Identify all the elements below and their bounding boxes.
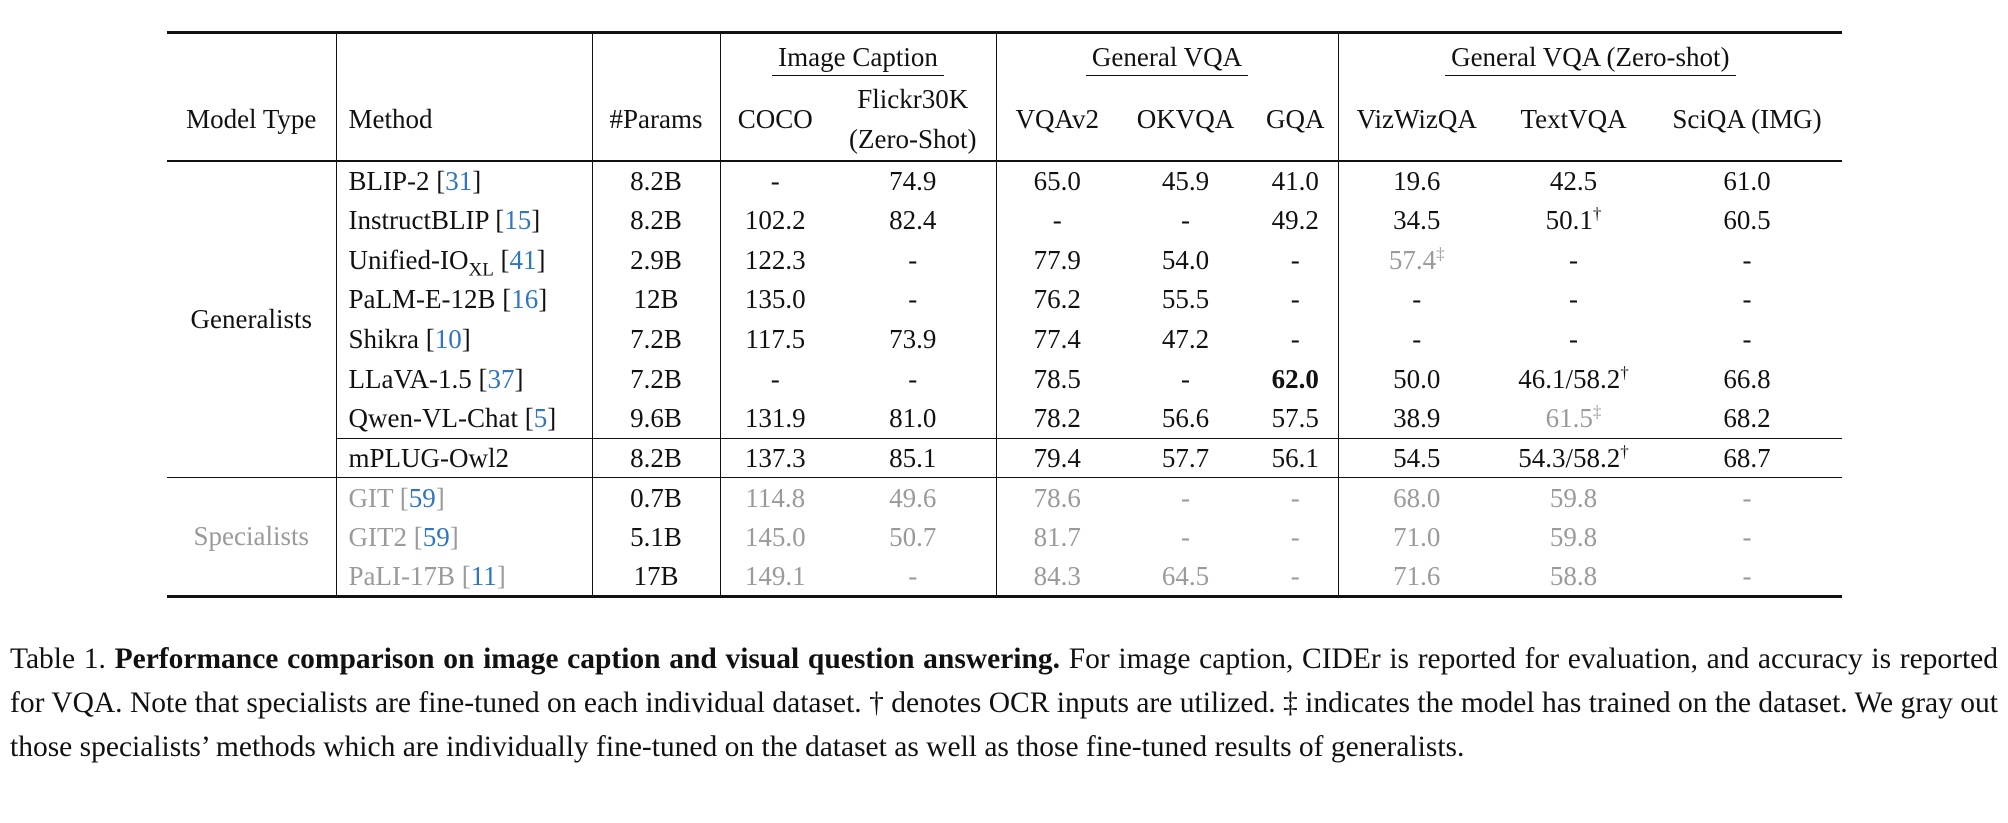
gqa-cell: - (1253, 280, 1338, 320)
method-cell: Shikra [10] (336, 319, 592, 359)
flickr-cell: - (830, 240, 996, 280)
sciqa-cell: - (1742, 284, 1752, 315)
vqav2-cell: 78.5 (1033, 363, 1081, 394)
flickr-cell: 74.9 (830, 161, 996, 201)
vizwiz-cell: 54.5 (1393, 442, 1441, 473)
coco-cell: 131.9 (744, 402, 806, 433)
table-row-qwen-vl (167, 399, 1842, 439)
textvqa-cell: - (1569, 244, 1579, 275)
table-row-instructblip (167, 201, 1842, 241)
gqa-cell: 49.2 (1253, 201, 1338, 241)
okvqa-cell: 55.5 (1161, 284, 1210, 315)
params-cell: 7.2B (592, 359, 720, 399)
gqa-cell: 62.0 (1253, 359, 1338, 399)
dagger-mark: † (1592, 204, 1602, 224)
vizwiz-cell: 68.0 (1393, 482, 1441, 513)
flickr-cell: 85.1 (830, 438, 996, 478)
vqav2-cell: 78.6 (1033, 482, 1081, 513)
sciqa-cell: 61.0 (1723, 166, 1771, 197)
header-method: Method (336, 78, 592, 161)
method-cell: LLaVA-1.5 [37] (336, 359, 592, 399)
textvqa-cell: 42.5 (1549, 166, 1598, 197)
sciqa-cell: 66.8 (1723, 363, 1771, 394)
vqav2-cell: 76.2 (1033, 284, 1081, 315)
sciqa-cell: - (1742, 560, 1752, 591)
vqav2-cell: 79.4 (1033, 442, 1081, 473)
method-cell: BLIP-2 [31] (336, 161, 592, 201)
header-group-row (167, 33, 1842, 79)
coco-cell: - (770, 166, 780, 197)
vizwiz-cell: 57.4‡ (1388, 243, 1445, 275)
okvqa-cell: 56.6 (1161, 402, 1210, 433)
vqav2-cell: 78.2 (1033, 402, 1081, 433)
vizwiz-cell: 50.0 (1393, 363, 1441, 394)
flickr-cell: 49.6 (830, 478, 996, 518)
coco-cell: 117.5 (745, 323, 806, 354)
table-row-pali (167, 557, 1842, 597)
sciqa-cell: 68.2 (1723, 402, 1771, 433)
textvqa-cell: 50.1† (1545, 204, 1602, 236)
vqav2-cell: - (1052, 205, 1062, 236)
params-cell: 17B (592, 557, 720, 597)
method-cell: Qwen-VL-Chat [5] (336, 399, 592, 439)
textvqa-cell: 58.8 (1549, 560, 1598, 591)
params-cell: 9.6B (592, 399, 720, 439)
sciqa-cell: - (1742, 244, 1752, 275)
ddagger-mark: ‡ (1592, 401, 1602, 421)
coco-cell: 102.2 (744, 205, 806, 236)
group-label-specialists: Specialists (167, 478, 336, 597)
sciqa-cell: - (1742, 521, 1752, 552)
results-table (167, 31, 1842, 598)
gqa-cell: 57.5 (1253, 399, 1338, 439)
ddagger-mark: ‡ (1436, 243, 1445, 263)
vqav2-cell: 77.9 (1033, 244, 1081, 275)
params-cell: 8.2B (592, 201, 720, 241)
vqav2-cell: 84.3 (1033, 560, 1081, 591)
params-cell: 0.7B (592, 478, 720, 518)
table-row-git (167, 478, 1842, 518)
flickr-cell: - (830, 557, 996, 597)
textvqa-cell: 59.8 (1549, 521, 1598, 552)
gqa-cell: 41.0 (1253, 161, 1338, 201)
params-cell: 2.9B (592, 240, 720, 280)
header-gqa: GQA (1253, 78, 1338, 161)
header-params: #Params (592, 78, 720, 161)
textvqa-cell: 46.1/58.2† (1518, 362, 1629, 394)
sciqa-cell: 68.7 (1723, 442, 1771, 473)
dagger-mark: † (1620, 441, 1629, 461)
table-row-unified-io (167, 240, 1842, 280)
vizwiz-cell: 38.9 (1393, 402, 1441, 433)
gqa-cell: - (1253, 319, 1338, 359)
table-row-shikra (167, 319, 1842, 359)
header-vqav2: VQAv2 (1015, 103, 1099, 134)
header-group-general-vqa-zero-shot: General VQA (Zero-shot) (1338, 33, 1842, 79)
okvqa-cell: 54.0 (1161, 244, 1210, 275)
coco-cell: 137.3 (744, 442, 806, 473)
table-row-blip2 (167, 161, 1842, 201)
header-blank-model-type (167, 33, 336, 79)
coco-cell: 114.8 (745, 482, 806, 513)
gqa-cell: - (1253, 517, 1338, 557)
vqav2-cell: 81.7 (1033, 521, 1081, 552)
table-row-git2 (167, 517, 1842, 557)
okvqa-cell: 57.7 (1161, 442, 1210, 473)
sciqa-cell: 60.5 (1723, 205, 1771, 236)
flickr-cell: 81.0 (830, 399, 996, 439)
gqa-cell: - (1253, 557, 1338, 597)
method-cell: GIT [59] (336, 478, 592, 518)
flickr-cell: 73.9 (830, 319, 996, 359)
coco-cell: 149.1 (744, 560, 806, 591)
vizwiz-cell: 19.6 (1393, 166, 1441, 197)
textvqa-cell: - (1569, 323, 1579, 354)
table-row-mplug-owl2 (167, 438, 1842, 478)
textvqa-cell: 61.5‡ (1545, 401, 1602, 433)
params-cell: 8.2B (592, 161, 720, 201)
okvqa-cell: - (1181, 482, 1190, 513)
dagger-mark: † (1620, 362, 1629, 382)
caption-text: For image caption, CIDEr is reported for evaluation, and accuracy is reported for VQA. Note that specialists are fine-tuned on each individual dataset. † denotes OCR inputs are utilized. ‡ indicates the model has trained on the dataset. We gray out those specialists’ methods which are individually fine-tuned on the dataset as well as those fine-tuned results of generalists. (10, 643, 1999, 763)
method-cell: Unified-$IO_{XL}$ [41] (336, 240, 592, 280)
okvqa-cell: 45.9 (1161, 166, 1210, 197)
params-cell: 8.2B (592, 438, 720, 478)
header-textvqa: TextVQA (1520, 103, 1627, 134)
coco-cell: 135.0 (744, 284, 806, 315)
header-sciqa-img: SciQA (IMG) (1672, 103, 1822, 134)
params-cell: 12B (592, 280, 720, 320)
vizwiz-cell: - (1412, 284, 1422, 315)
gqa-cell: - (1253, 240, 1338, 280)
coco-cell: 122.3 (744, 244, 806, 275)
header-group-general-vqa: General VQA (996, 33, 1338, 79)
method-cell: GIT2 [59] (336, 517, 592, 557)
caption-label: Table 1. (10, 643, 106, 675)
header-flickr30k: Flickr30K (Zero-Shot) (830, 78, 996, 161)
coco-cell: 145.0 (744, 521, 806, 552)
method-cell: PaLM-E-12B [16] (336, 280, 592, 320)
gqa-cell: 56.1 (1253, 438, 1338, 478)
method-cell: InstructBLIP [15] (336, 201, 592, 241)
header-column-row (167, 78, 1842, 161)
gqa-cell: - (1253, 478, 1338, 518)
okvqa-cell: 64.5 (1161, 560, 1210, 591)
method-cell: PaLI-17B [11] (336, 557, 592, 597)
table-row-llava (167, 359, 1842, 399)
flickr-cell: - (830, 280, 996, 320)
header-group-image-caption: Image Caption (720, 33, 996, 79)
method-cell: mPLUG-Owl2 (336, 438, 592, 478)
flickr-cell: 50.7 (830, 517, 996, 557)
header-model-type: Model Type (167, 78, 336, 161)
textvqa-cell: 59.8 (1549, 482, 1598, 513)
flickr-cell: - (830, 359, 996, 399)
table-body (167, 161, 1842, 597)
header-vizwizqa: VizWizQA (1356, 103, 1477, 134)
params-cell: 7.2B (592, 319, 720, 359)
caption-title: Performance comparison on image caption and visual question answering. (114, 643, 1061, 675)
header-coco: COCO (737, 103, 813, 134)
header-blank-method (336, 33, 592, 79)
vqav2-cell: 65.0 (1033, 166, 1081, 197)
sciqa-cell: - (1742, 323, 1752, 354)
flickr-cell: 82.4 (830, 201, 996, 241)
header-okvqa: OKVQA (1136, 103, 1235, 134)
vizwiz-cell: 34.5 (1393, 205, 1441, 236)
results-table-container (167, 31, 1842, 598)
vqav2-cell: 77.4 (1033, 323, 1081, 354)
sciqa-cell: - (1742, 482, 1752, 513)
vizwiz-cell: 71.0 (1393, 521, 1441, 552)
okvqa-cell: - (1181, 521, 1190, 552)
group-label-generalists: Generalists (167, 161, 336, 478)
vizwiz-cell: 71.6 (1393, 560, 1441, 591)
okvqa-cell: - (1181, 363, 1190, 394)
table-row-palm-e (167, 280, 1842, 320)
coco-cell: - (770, 363, 780, 394)
vizwiz-cell: - (1412, 323, 1422, 354)
textvqa-cell: - (1569, 284, 1579, 315)
okvqa-cell: 47.2 (1161, 323, 1210, 354)
okvqa-cell: - (1181, 205, 1190, 236)
textvqa-cell: 54.3/58.2† (1518, 441, 1629, 473)
header-blank-params (592, 33, 720, 79)
params-cell: 5.1B (592, 517, 720, 557)
table-caption (10, 637, 1998, 769)
